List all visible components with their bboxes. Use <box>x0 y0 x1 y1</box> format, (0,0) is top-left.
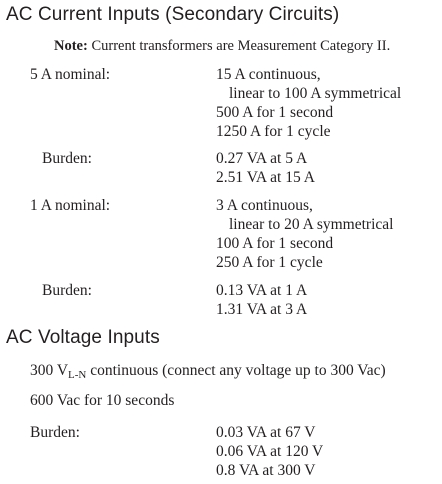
voltage-subscript: L-N <box>68 369 87 381</box>
spec-line: 1.31 VA at 3 A <box>216 301 308 318</box>
voltage-description: continuous (connect any voltage up to 300 Vac) <box>86 362 386 379</box>
spec-line: 1250 A for 1 cycle <box>216 123 331 140</box>
five-a-burden-label: Burden: <box>42 150 92 167</box>
note <box>54 37 390 56</box>
spec-line: 15 A continuous, <box>216 66 321 83</box>
spec-line: 0.06 VA at 120 V <box>216 443 324 460</box>
voltage-burden-values <box>216 423 323 480</box>
spec-line: linear to 100 A symmetrical <box>229 85 402 102</box>
voltage-continuous-line <box>30 361 386 385</box>
voltage-value: 300 V <box>30 362 69 379</box>
spec-line: 100 A for 1 second <box>216 235 334 252</box>
five-a-label: 5 A nominal: <box>30 66 111 83</box>
voltage-short-time-line: 600 Vac for 10 seconds <box>30 392 175 409</box>
voltage-inputs-heading: AC Voltage Inputs <box>6 327 160 348</box>
spec-line: 3 A continuous, <box>216 197 313 214</box>
current-inputs-heading: AC Current Inputs (Secondary Circuits) <box>6 4 340 25</box>
spec-line: linear to 20 A symmetrical <box>229 216 394 233</box>
note-text: Current transformers are Measurement Category II. <box>87 38 391 54</box>
one-a-burden-values <box>216 281 307 319</box>
voltage-burden-label: Burden: <box>30 424 80 441</box>
spec-line: 0.13 VA at 1 A <box>216 282 308 299</box>
five-a-burden-values <box>216 149 315 187</box>
one-a-values <box>216 196 393 272</box>
one-a-label: 1 A nominal: <box>30 197 111 214</box>
spec-line: 500 A for 1 second <box>216 104 334 121</box>
spec-line: 250 A for 1 cycle <box>216 254 323 271</box>
one-a-burden-label: Burden: <box>42 282 92 299</box>
spec-line: 0.27 VA at 5 A <box>216 150 308 167</box>
five-a-values <box>216 65 401 141</box>
note-label: Note: <box>54 38 88 54</box>
spec-line: 2.51 VA at 15 A <box>216 169 315 186</box>
spec-line: 0.8 VA at 300 V <box>216 462 316 479</box>
spec-line: 0.03 VA at 67 V <box>216 424 316 441</box>
